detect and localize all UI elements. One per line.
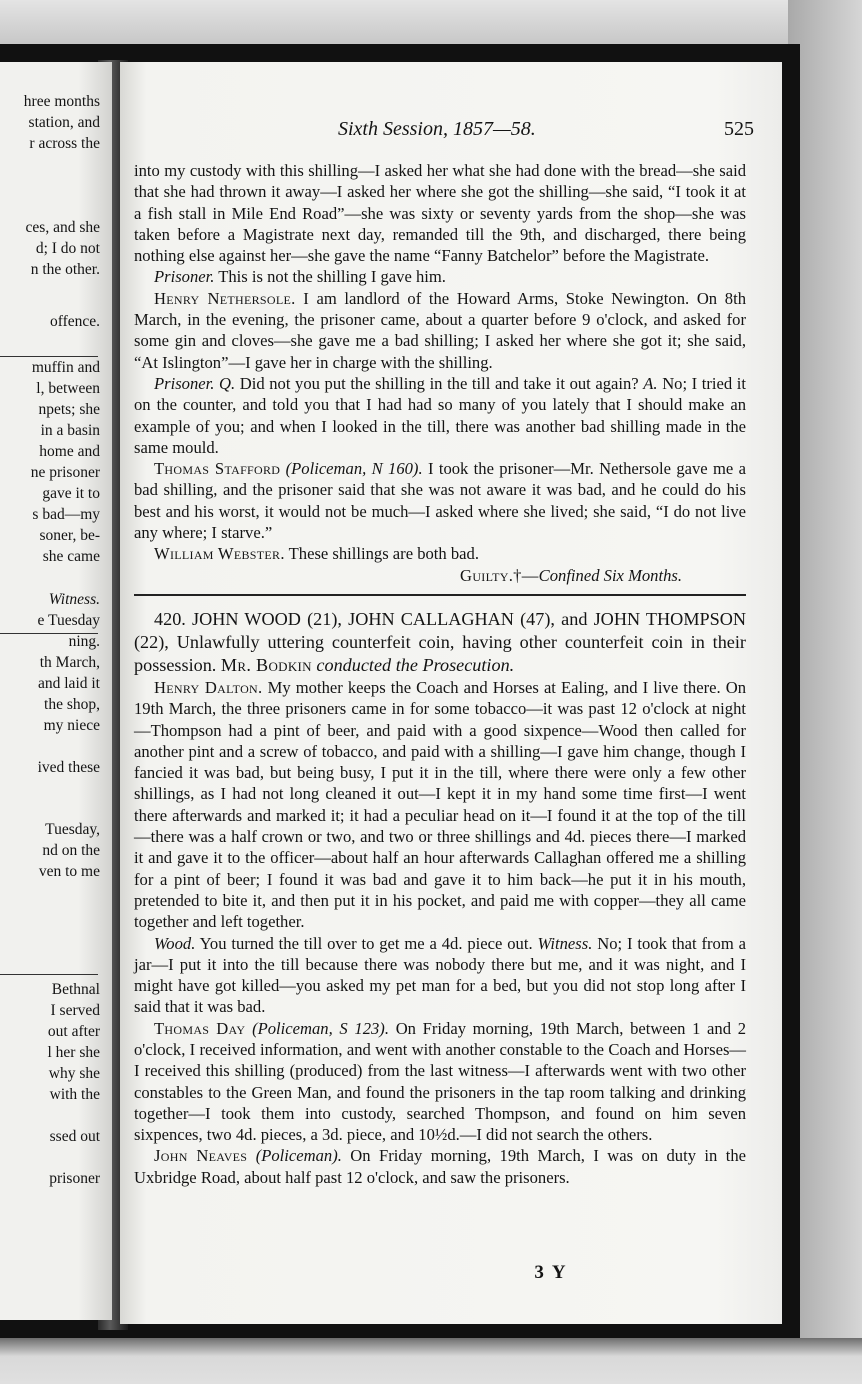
speaker-role: (Policeman, S 123). — [252, 1018, 389, 1038]
testimony-text: My mother keeps the Coach and Horses at Ealing, and I live there. On 19th March, the three prisoners came in for some tobacco—it was past 12 o'clock at night—Thompson had a pint of beer, and paid with a good sixpence—Wood then called for another pint and a screw of tobacco, and paid with a shilling—I gave him change, though I fancied it was bad, but being busy, I put it in the till, where there were only a few other shillings, as I had not long cleaned it out—I kept it in my hand some time first—I went there afterwards and marked it; it had a peculiar head on it—I found it at the top of the till—there was a half crown or two, and two or three shillings and 4d. pieces there—I marked it and gave it to the officer—about half an hour afterwards Callaghan offered me a shilling for a pint of beer; I found it was bad and gave it to him back—he put it in his mouth, pretended to bite it, and then put it in his pocket, and paid me with copper—they all came together and left together. — [134, 677, 747, 932]
right-page — [120, 62, 782, 1324]
verdict-label: Guilty.†— — [460, 565, 539, 585]
testimony-text: This is not the shilling I gave him. — [218, 267, 446, 287]
left-page-line: I served — [50, 1002, 100, 1019]
left-page-line: and laid it — [38, 675, 100, 692]
testimony-paragraph — [134, 1018, 746, 1146]
testimony-paragraph — [134, 458, 746, 543]
left-page-line: Tuesday, — [45, 821, 100, 838]
testimony-text: These shillings are both bad. — [288, 544, 479, 564]
testimony-paragraph — [134, 543, 746, 564]
left-page-line: hree months — [23, 93, 100, 110]
verdict — [134, 565, 746, 586]
speaker-name: Prisoner. — [154, 267, 215, 287]
left-page-line: ces, and she — [25, 219, 100, 236]
case-defendants: 420. JOHN WOOD (21), JOHN CALLAGHAN (47), and JOHN THOMPSON (22), — [134, 608, 746, 652]
case-divider — [134, 594, 746, 596]
left-page-line: in a basin — [40, 422, 100, 439]
witness-label: Witness. — [537, 933, 593, 953]
testimony-text: On Friday morning, 19th March, I was on duty in the Uxbridge Road, about half past 12 o'clock, and saw the prisoners. — [134, 1146, 746, 1187]
testimony-text: You turned the till over to get me a 4d. piece out. — [199, 933, 533, 953]
left-page-line: out after — [47, 1023, 100, 1040]
speaker-name: William Webster. — [154, 544, 285, 564]
left-page-line: n the other. — [30, 261, 100, 278]
left-page-line: npets; she — [38, 401, 100, 418]
left-page — [0, 62, 112, 1320]
speaker-name: Henry Nethersole. — [154, 288, 296, 308]
running-head — [120, 118, 782, 142]
testimony-text: I took the prisoner—Mr. Nethersole gave me a bad shilling, and the prisoner said that she was not aware it was bad, and he could do his best and his worst, it would not be much—I asked where she lived; she said, “I do not live any where; I starve.” — [134, 459, 747, 543]
left-page-line: ven to me — [38, 863, 100, 880]
testimony-text: I am landlord of the Howard Arms, Stoke Newington. On 8th March, in the evening, the prisoner came, about a quarter before 9 o'clock, and asked for some gin and cloves—she gave me a bad shilling; I asked her where she got it; she said, “At Islington”—I gave her in charge with the shilling. — [134, 288, 746, 372]
scan-background-bottom — [0, 1338, 862, 1384]
page-body — [134, 160, 746, 1188]
running-head-title: Sixth Session, 1857—58. — [338, 118, 536, 140]
answer-text: No; I tried it on the counter, and told you that I had had so many of you lately that I should make an example of you; and when I looked in the till, there was another bad shilling made in the same mould. — [134, 373, 747, 457]
left-page-line: nd on the — [42, 842, 100, 859]
case-charge: Unlawfully uttering counterfeit coin, having other counterfeit coin in their possession. — [134, 631, 746, 675]
speaker-name: Thomas Stafford — [154, 459, 281, 479]
left-page-rule — [0, 974, 98, 975]
left-page-line: she came — [42, 548, 100, 565]
left-page-line: station, and — [28, 114, 100, 131]
left-page-line: gave it to — [42, 485, 100, 502]
left-page-line: Witness. — [48, 591, 100, 608]
testimony-paragraph: into my custody with this shilling—I asked her what she had done with the bread—she said that she had thrown it away—I asked her where she got the shilling—she said, “I took it at a fish stall in Mile End Road”—she was sixty or seventy yards from the shop—she was taken before a Magistrate next day, remanded till the 9th, and discharged, there being nothing else against her—she gave the name “Fanny Batchelor” before the Magistrate. — [134, 161, 746, 266]
speaker-role: (Policeman). — [255, 1146, 342, 1166]
left-page-line: why she — [48, 1065, 100, 1082]
speaker-role: (Policeman, N 160). — [285, 459, 423, 479]
left-page-line: l her she — [47, 1044, 100, 1061]
testimony-paragraph — [134, 266, 746, 287]
testimony-paragraph — [134, 373, 746, 458]
witness-reply: No; I took that from a jar—I put it into the till because there was nobody there but me, and it was night, and I might have got killed—you asked my pet man for a bed, but you did not stop long after I said that it was bad. — [134, 933, 746, 1017]
left-page-line: with the — [49, 1086, 100, 1103]
left-page-line: ssed out — [49, 1128, 100, 1145]
question-text: Did not you put the shilling in the till and take it out again? — [239, 373, 639, 393]
left-page-line: e Tuesday — [37, 612, 100, 629]
testimony-paragraph — [134, 288, 746, 373]
question-marker: Q. — [219, 373, 236, 393]
speaker-name: Wood. — [154, 933, 196, 953]
speaker-name: John Neaves — [154, 1146, 248, 1166]
left-page-line: r across the — [29, 135, 100, 152]
left-page-line: my niece — [43, 717, 100, 734]
testimony-text: On Friday morning, 19th March, between 1 and 2 o'clock, I received information, and went with another constable to the Coach and Horses—I received this shilling (produced) from the last witness—I afterwards went with two other constables to the Green Man, and found the prisoners in the tap room talking and drinking together—I took them into custody, searched Thompson, and found on him seven sixpences, two 4d. pieces, a 3d. piece, and 10½d.—I did not search the others. — [134, 1018, 747, 1145]
left-page-line: th March, — [39, 654, 100, 671]
page-number: 525 — [724, 118, 754, 140]
testimony-paragraph — [134, 933, 746, 1018]
answer-marker: A. — [643, 373, 658, 393]
prosecutor-note: conducted the Prosecution. — [316, 654, 515, 675]
left-page-line: s bad—my — [32, 506, 100, 523]
testimony-paragraph — [134, 1145, 746, 1188]
left-page-line: d; I do not — [35, 240, 100, 257]
left-page-line: offence. — [49, 313, 100, 330]
speaker-name: Prisoner. — [154, 373, 215, 393]
prosecutor-name: Mr. Bodkin — [220, 654, 312, 675]
speaker-name: Thomas Day — [154, 1018, 246, 1038]
speaker-name: Henry Dalton. — [154, 677, 263, 697]
left-page-line: the shop, — [44, 696, 100, 713]
left-page-line: ne prisoner — [30, 464, 100, 481]
verdict-sentence: Confined Six Months. — [538, 565, 682, 585]
case-heading — [134, 608, 746, 677]
left-page-line: soner, be- — [39, 527, 100, 544]
left-page-line: ning. — [68, 633, 100, 650]
signature-mark: 3 Y — [534, 1262, 568, 1283]
left-page-rule — [0, 356, 98, 357]
left-page-line: ived these — [37, 759, 100, 776]
left-page-line: muffin and — [31, 359, 100, 376]
left-page-line: Bethnal — [51, 981, 100, 998]
left-page-line: prisoner — [49, 1170, 100, 1187]
left-page-line: home and — [39, 443, 100, 460]
left-page-line: l, between — [36, 380, 100, 397]
testimony-paragraph — [134, 677, 746, 933]
